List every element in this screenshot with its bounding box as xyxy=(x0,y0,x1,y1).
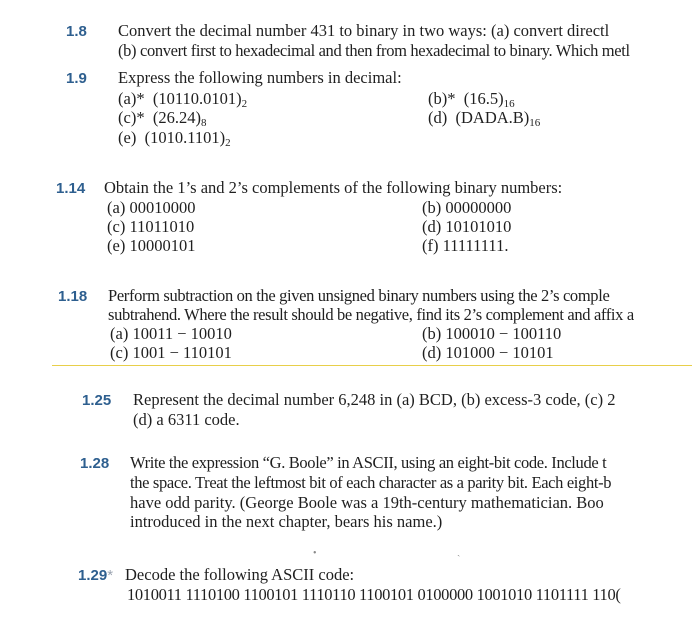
part-d-base: 16 xyxy=(529,117,541,129)
problem-1-28-text-line2: the space. Treat the leftmost bit of each character as a parity bit. Each eight-b xyxy=(130,473,612,492)
problem-1-14-part-c: (c) 11011010 xyxy=(107,217,195,236)
problem-1-18-text-line2: subtrahend. Where the result should be negative, find its 2’s complement and affix a xyxy=(108,305,634,324)
speck-mark: ˏ xyxy=(457,546,461,557)
part-a-value: (10110.0101) xyxy=(152,89,242,108)
problem-1-9-prompt: Express the following numbers in decimal: xyxy=(118,68,402,87)
problem-1-28-text-line4: introduced in the next chapter, bears his name.) xyxy=(130,512,443,531)
problem-1-29-ascii-code: 1010011 1110100 1100101 1110110 1100101 0100000 1001010 1101111 110( xyxy=(127,585,621,604)
problem-1-9-part-b xyxy=(428,89,515,108)
problem-1-18-part-b: (b) 100010 − 100110 xyxy=(422,324,562,343)
problem-number-1-18: 1.18 xyxy=(58,288,88,305)
problem-number-1-29 xyxy=(78,567,113,584)
problem-number-1-28: 1.28 xyxy=(80,455,110,472)
problem-1-9-part-d xyxy=(428,108,540,127)
problem-1-29-text-line1: Decode the following ASCII code: xyxy=(125,565,355,584)
problem-1-14-part-e: (e) 10000101 xyxy=(107,236,196,255)
problem-1-28-text-line1: Write the expression “G. Boole” in ASCII, using an eight-bit code. Include t xyxy=(130,453,607,472)
problem-1-18-part-d: (d) 101000 − 10101 xyxy=(422,343,554,362)
problem-1-14-part-a: (a) 00010000 xyxy=(107,198,196,217)
problem-1-14-part-b: (b) 00000000 xyxy=(422,198,512,217)
problem-1-9-part-c xyxy=(118,108,206,127)
part-b-base: 16 xyxy=(503,98,515,110)
problem-1-8-text-line1: Convert the decimal number 431 to binary in two ways: (a) convert directl xyxy=(118,21,610,40)
part-c-label: (c)* xyxy=(118,108,145,127)
problem-1-25-text-line2: (d) a 6311 code. xyxy=(133,410,240,429)
section-divider xyxy=(52,365,692,366)
problem-1-28-text-line3: have odd parity. (George Boole was a 19th-century mathematician. Boo xyxy=(130,493,604,512)
problem-number-1-25: 1.25 xyxy=(82,392,112,409)
problem-number-1-9: 1.9 xyxy=(66,70,87,87)
part-c-base: 8 xyxy=(200,117,207,129)
problem-1-18-text-line1: Perform subtraction on the given unsigned binary numbers using the 2’s comple xyxy=(108,286,610,305)
problem-1-9-part-e xyxy=(118,128,231,147)
part-e-base: 2 xyxy=(225,137,231,149)
part-a-label: (a)* xyxy=(118,89,145,108)
problem-1-25-text-line1: Represent the decimal number 6,248 in (a) BCD, (b) excess-3 code, (c) 2 xyxy=(133,390,616,409)
part-e-label: (e) xyxy=(118,128,137,147)
problem-1-14-prompt: Obtain the 1’s and 2’s complements of the following binary numbers: xyxy=(104,178,563,197)
part-d-label: (d) xyxy=(428,108,448,127)
part-b-value: (16.5) xyxy=(463,89,504,108)
part-b-label: (b)* xyxy=(428,89,456,108)
problem-number-1-8: 1.8 xyxy=(66,23,87,40)
problem-number-1-14: 1.14 xyxy=(56,180,86,197)
speck-mark: • xyxy=(313,548,317,559)
starred-problem-icon: * xyxy=(107,567,114,584)
part-d-value: (DADA.B) xyxy=(455,108,530,127)
problem-1-18-part-c: (c) 1001 − 110101 xyxy=(110,343,232,362)
problem-1-14-part-f: (f) 11111111. xyxy=(422,236,509,255)
problem-1-9-part-a xyxy=(118,89,247,108)
part-e-value: (1010.1101) xyxy=(144,128,226,147)
problem-1-29-number-text: 1.29 xyxy=(78,567,108,584)
part-c-value: (26.24) xyxy=(152,108,201,127)
problem-1-8-text-line2: (b) convert first to hexadecimal and then from hexadecimal to binary. Which metl xyxy=(118,41,630,60)
problem-1-14-part-d: (d) 10101010 xyxy=(422,217,512,236)
problem-1-18-part-a: (a) 10011 − 10010 xyxy=(110,324,232,343)
part-a-base: 2 xyxy=(241,98,248,110)
